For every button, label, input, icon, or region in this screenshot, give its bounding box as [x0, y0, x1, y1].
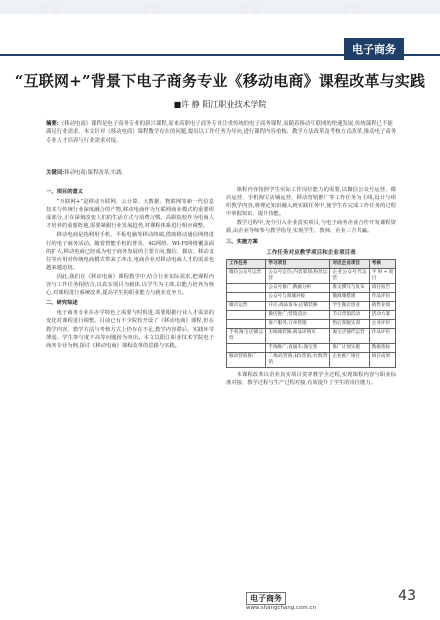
table-cell: 开店;商品发布;店铺装修: [266, 301, 330, 310]
table-cell: 微店推广;营销活动: [266, 310, 330, 319]
watermark: 试读: [40, 6, 63, 16]
magazine-logo: 电子商务: [246, 592, 286, 605]
page-footer: [246, 588, 416, 616]
abstract: [46, 120, 398, 145]
table-cell: 学生微店创业: [330, 301, 369, 310]
table-cell: [227, 310, 266, 319]
table-header-cell: 学习项目: [266, 259, 330, 268]
table-cell: 数据指标: [369, 343, 395, 352]
watermark: 试读: [240, 6, 263, 16]
table-cell: 企业公众号代运营: [330, 268, 369, 283]
table-header-cell: 工作任务: [227, 259, 266, 268]
section-heading: 一、项目的意义: [46, 189, 84, 195]
table-row: [227, 310, 396, 319]
abstract-text: 《移动电商》课程是电子商务专业的新兴课程,原来高职电子商务专业注重传统的电子商务课程,而随着移动互联网的快速发展,传统课程已不能满足行业需求。本文针对《移动电商》课程教学存在的问题,提出以工作任务为导向,进行课程内容重构、教学方法改革及考核方式改革,推动电子商务专业人才培养与行业需求对接。: [46, 121, 397, 144]
table-cell: 企业评价: [369, 319, 395, 328]
table-cell: [227, 283, 266, 292]
table-cell: 微商城搭建: [330, 292, 369, 301]
table-cell: 客户服务;订单管理: [266, 319, 330, 328]
table-row: [227, 301, 396, 310]
abstract-label: 摘要:: [46, 121, 59, 127]
table-cell: 活动方案: [369, 310, 395, 319]
table-cell: 作品评价: [369, 292, 395, 301]
table-cell: 手淘推广;直通车;淘宝客: [266, 343, 330, 352]
table-cell: [227, 319, 266, 328]
table-caption: 工作任务对应教学项目和企业项目表: [266, 249, 356, 256]
article-title: “互联网+”背景下电子商务专业《移动电商》课程改革与实践: [14, 72, 426, 90]
right-column: [226, 186, 396, 388]
table-cell: 二维码营销;H5营销;社群营销: [266, 352, 330, 367]
table-cell: 公众号与商城对接: [266, 292, 330, 301]
table-body: [227, 268, 396, 367]
paragraph: 课程内容按照学生实际工作岗位能力的需要,以微信公众号运营、微店运营、手机淘宝店铺运营、移动营销推广等工作任务为主线,设计与组织教学内容,将理论知识融入到实践任务中,使学生在完成工作任务的过程中掌握知识、提升技能。: [226, 187, 396, 218]
table-cell: 节日营销活动: [330, 310, 369, 319]
table-cell: 微信公众号运营: [227, 268, 266, 283]
table-row: [227, 283, 396, 292]
table-cell: 移动营销推广: [227, 352, 266, 367]
top-strip: [0, 0, 440, 14]
section-heading: 三、实施方案: [226, 238, 258, 245]
table-row: [227, 319, 396, 328]
table-cell: 项目报告: [369, 283, 395, 292]
table-row: [227, 268, 396, 283]
table-cell: 公众号推广;数据分析: [266, 283, 330, 292]
table-header-cell: 对应企业项目: [330, 259, 369, 268]
table-cell: [227, 343, 266, 352]
paragraph: “互联网+”是移动互联网、云计算、大数据、物联网等新一代信息技术与传统行业深度融合的产物,移动电商作为互联网商业模式的重要组成部分,正在深刻改变人们的生活方式与消费习惯。高职院校作为电商人才培养的重要阵地,需要紧跟行业发展趋势,对课程体系进行相应调整。: [46, 199, 214, 230]
table-row: [227, 352, 396, 367]
watermark: 试读: [340, 6, 363, 16]
table-row: [227, 343, 396, 352]
paragraph: 教学过程中,充分引入企业真实项目,与电子商务企业合作开发课程资源,由企业导师参与教学指导,实现学生、教师、企业三方共赢。: [226, 220, 396, 235]
left-column: [46, 186, 214, 351]
table-cell: 销售业绩: [369, 301, 395, 310]
table-cell: 售后客服实训: [330, 319, 369, 328]
right-column-text: [226, 186, 396, 257]
author-line: ■许 静 阳江职业技术学院: [173, 100, 267, 109]
page-number: 43: [398, 588, 416, 604]
magazine-url: www.shangchang.com.cn: [246, 605, 317, 611]
keywords-label: 关键词:: [46, 170, 65, 176]
section-heading: 二、研究综述: [46, 300, 78, 307]
table-cell: 企业推广项目: [330, 352, 369, 367]
after-table-para: 本课程改革以企业真实项目贯穿教学全过程,实现课程内容与职业标准对接、教学过程与生产过程对接,有效提升了学生的岗位能力。: [226, 371, 396, 386]
table-cell: 公众号定位;内容策划;粉丝运营: [266, 268, 330, 283]
watermark: 试读: [140, 6, 163, 16]
paragraph: 因此,我们在《移动电商》课程教学中,结合行业实际需求,把课程内容与工作任务相结合,以真实项目为载体,以学生为主体,以能力培养为核心,对课程进行系统改革,提高学生的职业能力与就业竞争力。: [46, 273, 214, 297]
table-header-cell: 考核: [369, 259, 395, 268]
table-cell: 作品评价: [369, 328, 395, 343]
table-cell: [227, 292, 266, 301]
paragraph: 移动电商是指利用手机、平板电脑等移动终端,借助移动通信网络进行的电子商务活动。随着智能手机的普及、4G网络、WI-FI网络覆盖面的扩大,移动电商已经成为电子商务发展的主要方向,微信、微店、移动支付等应用对传统电商模式带来了冲击,电商企业对移动电商人才的需求也越来越迫切。: [46, 232, 214, 271]
table-row: [227, 328, 396, 343]
table-cell: 手机淘宝店铺运营: [227, 328, 266, 343]
keywords: [46, 168, 398, 176]
table-cell: 微店运营: [227, 301, 266, 310]
table-row: [227, 292, 396, 301]
table-header-row: [227, 259, 396, 268]
table-cell: 平时+项目: [369, 268, 395, 283]
paragraph: 电子商务专业在办学特色上需要与时俱进,需要根据行业人才需求的变化对课程进行调整。目前已有不少院校开设了《移动电商》课程,但在教学内容、教学方法与考核方式上仍存在不足,教学内容滞后、实践环节薄弱、学生参与度不高等问题较为突出。本文以阳江职业技术学院电子商务专业为例,探讨《移动电商》课程改革的思路与实践。: [46, 310, 214, 349]
task-table: [226, 259, 396, 368]
table-cell: 项目成果: [369, 352, 395, 367]
keywords-text: 移动电商;课程改革;实践: [64, 170, 122, 176]
section-tag: 电子商务: [344, 38, 404, 60]
table-cell: 无线端装修;商品详情页: [266, 328, 330, 343]
table-cell: 淘宝店铺代运营: [330, 328, 369, 343]
table-cell: 推广计划实施: [330, 343, 369, 352]
table-cell: 推文撰写与发布: [330, 283, 369, 292]
